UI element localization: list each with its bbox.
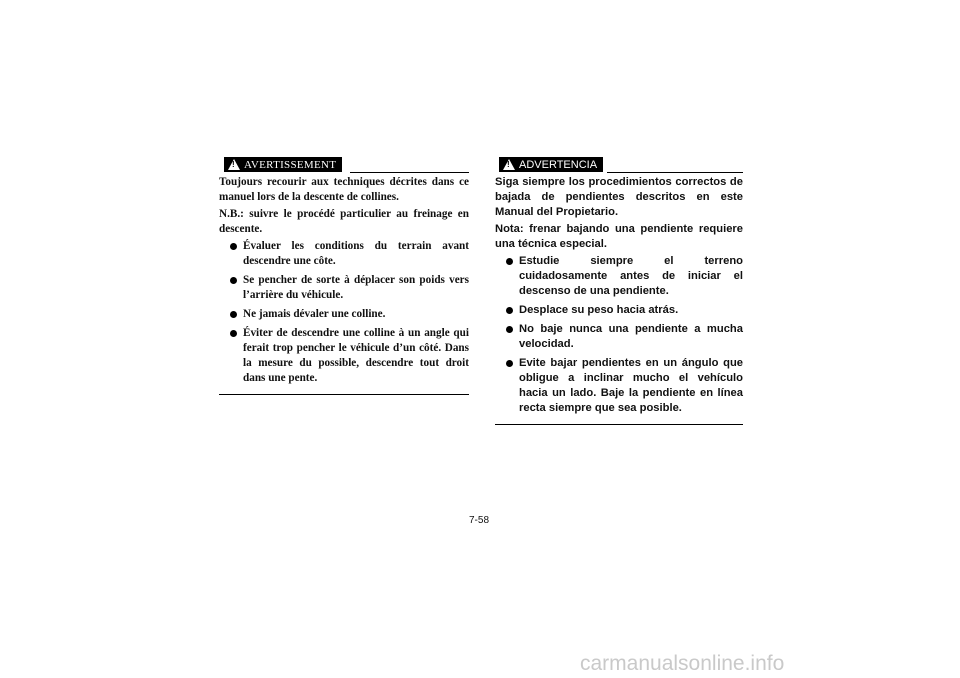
list-item [219,273,469,303]
french-warning-header [219,157,469,175]
section-end-rule [495,424,743,425]
list-item [219,326,469,386]
bullet-dot-icon [506,360,513,367]
list-item-text: Evite bajar pendientes en un ángulo que obligue a inclinar mucho el vehículo hacia un lado. Baje la pendiente en línea recta siempre que sea posible. [519,357,743,414]
spanish-warning-badge [499,157,603,172]
list-item [495,322,743,352]
spanish-paragraph: Siga siempre los procedimientos correctos de bajada de pendientes descritos en este Manual del Propietario. [495,176,743,218]
bullet-dot-icon [506,307,513,314]
bullet-dot-icon [230,330,237,337]
header-rule [350,172,469,173]
spanish-warning-label: ADVERTENCIA [519,158,598,171]
list-item [495,303,743,318]
spanish-bullet-list [495,254,743,416]
list-item [219,239,469,269]
list-item-text: Évaluer les conditions du terrain avant descendre une côte. [243,240,469,267]
list-item-text: Éviter de descendre une colline à un angle qui ferait trop pencher le véhicule d’un côté. Dans la mesure du possible, descendre tout droit dans une pente. [243,327,469,384]
list-item-text: Estudie siempre el terreno cuidadosamente antes de iniciar el descenso de una pendiente. [519,255,743,297]
bullet-dot-icon [506,326,513,333]
spanish-paragraph: Nota: frenar bajando una pendiente requiere una técnica especial. [495,223,743,250]
list-item [495,254,743,299]
section-end-rule [219,394,469,395]
french-warning-badge [224,157,342,172]
french-paragraph: N.B.: suivre le procédé particulier au freinage en descente. [219,208,469,235]
spanish-warning-header [495,157,743,175]
header-rule [607,172,743,173]
french-paragraph: Toujours recourir aux techniques décrites dans ce manuel lors de la descente de collines. [219,176,469,203]
bullet-dot-icon [230,311,237,318]
french-bullet-list [219,239,469,386]
page-number: 7-58 [469,515,490,526]
list-item-text: Se pencher de sorte à déplacer son poids vers l’arrière du véhicule. [243,274,469,301]
bullet-dot-icon [506,258,513,265]
bullet-dot-icon [230,277,237,284]
list-item [219,307,469,322]
list-item [495,356,743,416]
warning-triangle-icon [503,159,515,170]
bullet-dot-icon [230,243,237,250]
spanish-warning-section [495,157,743,425]
list-item-text: No baje nunca una pendiente a mucha velocidad. [519,323,743,350]
french-warning-section [219,157,469,395]
list-item-text: Ne jamais dévaler une colline. [243,308,386,320]
watermark: carmanualsonline.info [580,652,785,675]
warning-triangle-icon [228,159,240,170]
list-item-text: Desplace su peso hacia atrás. [519,304,679,316]
french-warning-label: AVERTISSEMENT [244,158,337,171]
